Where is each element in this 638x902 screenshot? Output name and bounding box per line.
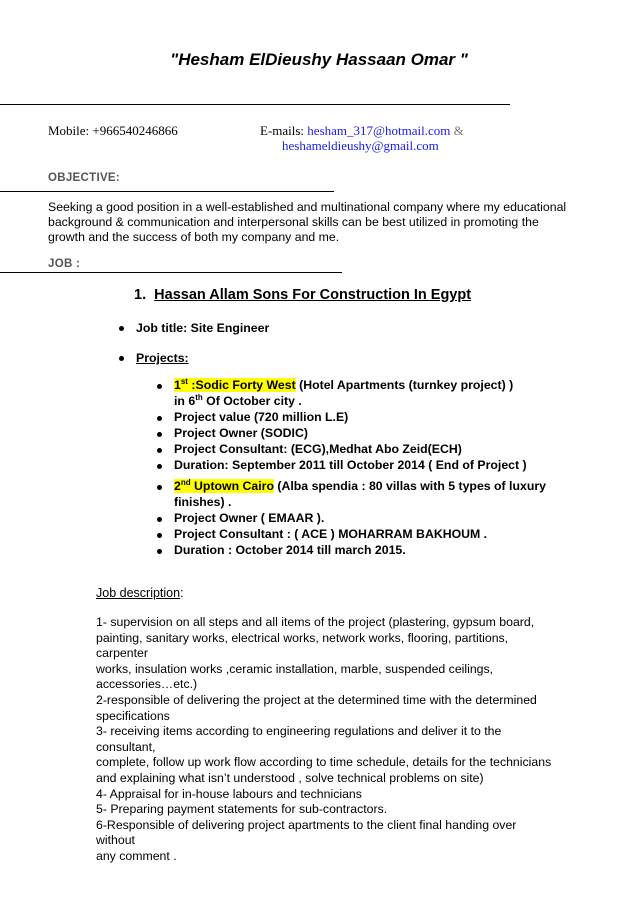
jd-line: painting, sanitary works, electrical works, network works, flooring, partitions, carpenter bbox=[96, 630, 509, 661]
project2-owner: Project Owner ( EMAAR ). bbox=[174, 511, 325, 525]
project1-location-sup: th bbox=[195, 392, 203, 402]
project1-ordinal-sup: st bbox=[180, 376, 188, 386]
project1-location bbox=[174, 394, 302, 408]
bullet-icon bbox=[119, 356, 124, 361]
bullet-icon bbox=[157, 448, 162, 453]
job-description-text bbox=[96, 615, 556, 865]
jd-line: accessories…etc.) bbox=[96, 677, 198, 692]
project1-desc: (Hotel Apartments (turnkey project) ) bbox=[299, 378, 514, 392]
job-description-title: Job description bbox=[96, 586, 181, 600]
bullet-icon bbox=[119, 326, 124, 331]
jd-line: 3- receiving items according to engineering regulations and deliver it to the consultant, bbox=[96, 724, 502, 754]
header-divider bbox=[0, 104, 510, 105]
bullet-icon bbox=[157, 517, 162, 522]
project2-name: Uptown Cairo bbox=[194, 479, 274, 493]
emails-label: E-mails: bbox=[260, 123, 305, 138]
job-description-heading bbox=[96, 586, 184, 600]
project2-ordinal-sup: nd bbox=[180, 477, 191, 487]
project1-location-a: in 6 bbox=[174, 394, 196, 408]
jd-line: works, insulation works ,ceramic installation, marble, suspended ceilings, bbox=[96, 661, 494, 676]
project1-owner: Project Owner (SODIC) bbox=[174, 426, 308, 440]
emails-line bbox=[260, 123, 464, 139]
project1-name-highlight bbox=[174, 378, 296, 392]
project1-value: Project value (720 million L.E) bbox=[174, 410, 349, 424]
bullet-icon bbox=[157, 416, 162, 421]
project1-consultant: Project Consultant: (ECG),Medhat Abo Zeid(ECH) bbox=[174, 442, 462, 456]
job-heading: JOB : bbox=[48, 258, 81, 270]
project2-duration: Duration : October 2014 till march 2015. bbox=[174, 543, 406, 557]
objective-line: growth and the success of both my company and me. bbox=[48, 230, 340, 244]
objective-divider bbox=[0, 191, 334, 192]
project2-name-highlight bbox=[174, 479, 274, 493]
jd-line: specifications bbox=[96, 708, 170, 723]
objective-text bbox=[48, 200, 608, 245]
project2-desc: (Alba spendia : 80 villas with 5 types of luxury bbox=[277, 479, 546, 493]
mobile-number: Mobile: +966540246866 bbox=[48, 123, 178, 138]
job-title: Job title: Site Engineer bbox=[136, 321, 270, 335]
project1-name: :Sodic Forty West bbox=[191, 378, 296, 392]
bullet-icon bbox=[157, 533, 162, 538]
bullet-icon bbox=[157, 384, 162, 389]
email-ampersand: & bbox=[453, 123, 464, 138]
project2-title bbox=[174, 479, 546, 493]
email-gmail-link[interactable]: heshameldieushy@gmail.com bbox=[282, 138, 439, 153]
candidate-name: "Hesham ElDieushy Hassaan Omar " bbox=[170, 50, 468, 69]
project2-consultant: Project Consultant : ( ACE ) MOHARRAM BAKHOUM . bbox=[174, 527, 488, 541]
objective-line: background & communication and interpersonal skills can be best utilized in promoting the bbox=[48, 215, 539, 229]
bullet-icon bbox=[157, 464, 162, 469]
project1-ordinal: 1 bbox=[174, 378, 181, 392]
objective-line: Seeking a good position in a well-established and multinational company where my educational bbox=[48, 200, 567, 214]
jd-line: any comment . bbox=[96, 848, 177, 863]
company-name: Hassan Allam Sons For Construction In Egypt bbox=[154, 287, 472, 303]
objective-heading: OBJECTIVE: bbox=[48, 172, 121, 184]
project1-title bbox=[174, 378, 513, 392]
bullet-icon bbox=[157, 549, 162, 554]
project2-desc2: finishes) . bbox=[174, 495, 232, 509]
project1-duration: Duration: September 2011 till October 2014 ( End of Project ) bbox=[174, 458, 527, 472]
job-description-colon: : bbox=[180, 586, 184, 600]
jd-line: and explaining what isn’t understood , solve technical problems on site) bbox=[96, 770, 484, 785]
company-heading bbox=[134, 287, 471, 303]
project1-location-b: Of October city . bbox=[202, 394, 302, 408]
company-number: 1. bbox=[134, 287, 147, 303]
jd-line: 1- supervision on all steps and all items of the project (plastering, gypsum board, bbox=[96, 615, 535, 629]
jd-line: 4- Appraisal for in-house labours and technicians bbox=[96, 786, 362, 801]
jd-line: complete, follow up work flow according to time schedule, details for the technicians bbox=[96, 755, 552, 770]
jd-line: 2-responsible of delivering the project at the determined time with the determined bbox=[96, 692, 537, 707]
bullet-icon bbox=[157, 432, 162, 437]
jd-line: 6-Responsible of delivering project apartments to the client final handing over without bbox=[96, 817, 517, 848]
jd-line: 5- Preparing payment statements for sub-contractors. bbox=[96, 802, 388, 817]
projects-label: Projects: bbox=[136, 351, 189, 365]
bullet-icon bbox=[157, 485, 162, 490]
project2-ordinal: 2 bbox=[174, 479, 181, 493]
job-divider bbox=[0, 272, 342, 273]
email-hotmail-link[interactable]: hesham_317@hotmail.com bbox=[307, 123, 451, 138]
